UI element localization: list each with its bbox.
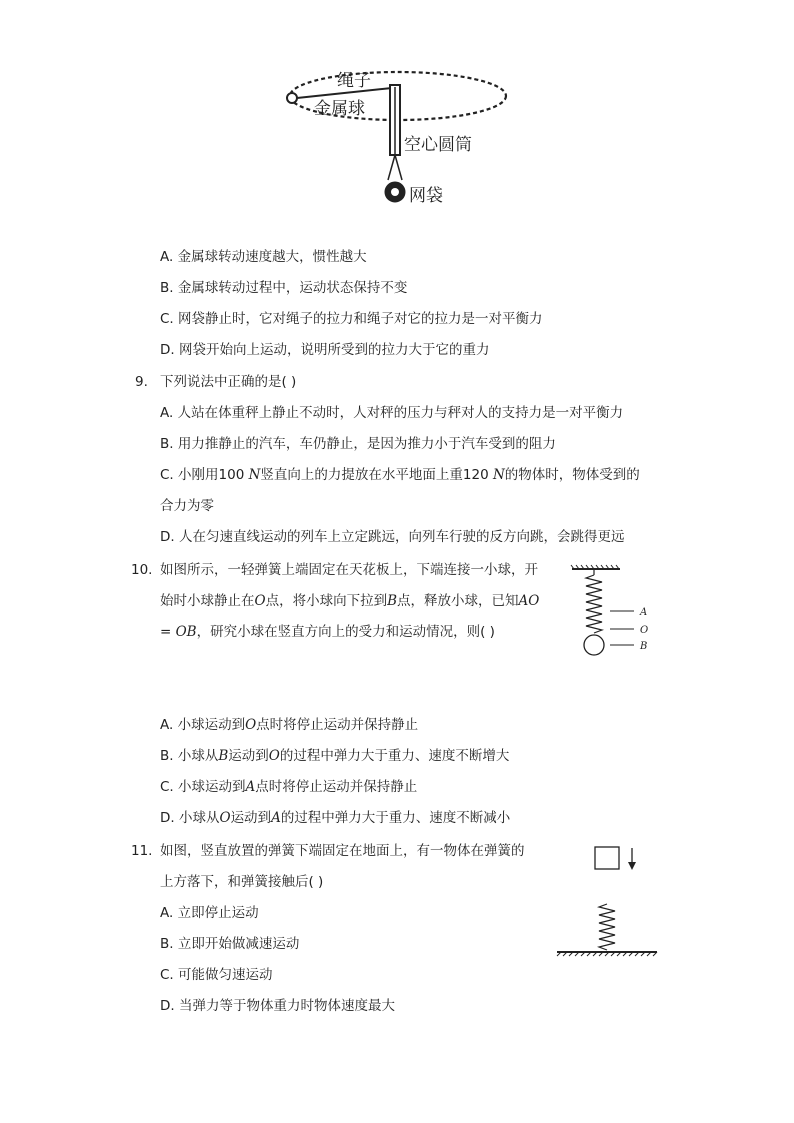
q11-option-c bbox=[160, 965, 273, 985]
option-text: 竖直向上的力提放在水平地面上重120 bbox=[260, 467, 493, 483]
option-text: 可能做匀速运动 bbox=[178, 967, 273, 983]
var: A bbox=[271, 810, 281, 826]
down-arrow-icon bbox=[628, 862, 636, 870]
q11-stem-line1: 如图，竖直放置的弹簧下端固定在地面上，有一物体在弹簧的 bbox=[160, 843, 525, 859]
q8-option-d bbox=[160, 340, 489, 360]
option-letter: B. bbox=[160, 436, 174, 452]
option-letter: A. bbox=[160, 249, 174, 265]
option-text: 小球运动到 bbox=[178, 779, 246, 795]
option-text: 立即开始做减速运动 bbox=[177, 936, 300, 952]
option-text: 网袋开始向上运动，说明所受到的拉力大于它的重力 bbox=[178, 342, 490, 358]
option-letter: A. bbox=[160, 405, 174, 421]
option-text: 小刚用100 bbox=[178, 467, 249, 483]
option-text: 网袋静止时，它对绳子的拉力和绳子对它的拉力是一对平衡力 bbox=[178, 311, 543, 327]
small-ball bbox=[584, 635, 604, 655]
option-letter: A. bbox=[160, 905, 174, 921]
q11-number: 11. bbox=[131, 843, 153, 859]
option-letter: B. bbox=[160, 748, 174, 764]
var: A bbox=[245, 779, 256, 795]
option-text: 运动到 bbox=[230, 810, 272, 826]
q9-number: 9. bbox=[135, 374, 148, 390]
var-o: O bbox=[254, 593, 266, 609]
rotating-ball-figure bbox=[280, 60, 510, 210]
q10-option-a bbox=[160, 715, 418, 735]
option-text: 当弹力等于物体重力时物体速度最大 bbox=[178, 998, 395, 1014]
option-text: 小球从 bbox=[177, 748, 219, 764]
option-text: 点时将停止运动并保持静止 bbox=[256, 717, 419, 733]
net-rope-left bbox=[388, 155, 395, 180]
q10-option-c bbox=[160, 777, 417, 797]
metal-ball bbox=[287, 93, 297, 103]
option-text: 金属球转动速度越大，惯性越大 bbox=[177, 249, 367, 265]
var: B bbox=[218, 748, 229, 764]
option-letter: B. bbox=[160, 280, 174, 296]
option-text: 人站在体重秤上静止不动时，人对秤的压力与秤对人的支持力是一对平衡力 bbox=[177, 405, 624, 421]
option-text: 点时将停止运动并保持静止 bbox=[255, 779, 418, 795]
var: O bbox=[268, 748, 280, 764]
q10-stem-line3 bbox=[160, 622, 495, 642]
q9-option-a bbox=[160, 403, 623, 423]
q9-option-c-cont: 合力为零 bbox=[160, 498, 214, 514]
var: O bbox=[219, 810, 231, 826]
label-tube: 空心圆筒 bbox=[404, 135, 472, 155]
q11-option-d bbox=[160, 996, 395, 1016]
stem-text: = bbox=[160, 624, 176, 640]
option-letter: D. bbox=[160, 342, 175, 358]
ground-spring bbox=[599, 904, 615, 950]
q11-stem-line2: 上方落下，和弹簧接触后( ) bbox=[160, 874, 324, 890]
q10-stem-line1: 如图所示，一轻弹簧上端固定在天花板上，下端连接一小球，开 bbox=[160, 562, 538, 578]
stem-text: 点，释放小球，已知 bbox=[397, 593, 519, 609]
label-net: 网袋 bbox=[409, 186, 443, 206]
option-letter: D. bbox=[160, 810, 175, 826]
q11-option-b bbox=[160, 934, 299, 954]
option-text: 小球运动到 bbox=[177, 717, 246, 733]
option-text: 用力推静止的汽车，车仍静止，是因为推力小于汽车受到的阻力 bbox=[177, 436, 556, 452]
label-b: B bbox=[640, 641, 648, 652]
net-bag-inner bbox=[391, 188, 399, 196]
label-ball: 金属球 bbox=[314, 99, 365, 119]
hanging-spring bbox=[586, 575, 602, 633]
q10-stem-line2 bbox=[160, 591, 539, 611]
option-letter: A. bbox=[160, 717, 174, 733]
net-rope-right bbox=[395, 155, 402, 180]
option-text: 人在匀速直线运动的列车上立定跳远，向列车行驶的反方向跳，会跳得更远 bbox=[178, 529, 625, 545]
q8-option-b bbox=[160, 278, 407, 298]
q9-option-b bbox=[160, 434, 556, 454]
option-text: 运动到 bbox=[228, 748, 269, 764]
falling-block bbox=[595, 847, 619, 869]
option-letter: C. bbox=[160, 311, 174, 327]
option-text: 的过程中弹力大于重力、速度不断增大 bbox=[279, 748, 510, 764]
q10-option-b bbox=[160, 746, 509, 766]
stem-text: 始时小球静止在 bbox=[160, 593, 255, 609]
hanging-spring-figure bbox=[570, 565, 660, 660]
var-ob: OB bbox=[175, 624, 197, 640]
q9-option-c bbox=[160, 465, 640, 485]
option-text: 立即停止运动 bbox=[177, 905, 259, 921]
option-letter: D. bbox=[160, 529, 175, 545]
option-letter: C. bbox=[160, 779, 174, 795]
option-text: 的物体时，物体受到的 bbox=[504, 467, 640, 483]
q9-stem: 下列说法中正确的是( ) bbox=[160, 374, 297, 390]
stem-text: ，研究小球在竖直方向上的受力和运动情况，则( ) bbox=[196, 624, 495, 640]
var-b: B bbox=[387, 593, 397, 609]
q8-option-c bbox=[160, 309, 543, 329]
label-o: O bbox=[640, 625, 649, 636]
option-letter: B. bbox=[160, 936, 174, 952]
option-letter: C. bbox=[160, 467, 174, 483]
unit-newton: N bbox=[248, 467, 261, 483]
option-letter: C. bbox=[160, 967, 174, 983]
stem-text: 点，将小球向下拉到 bbox=[265, 593, 388, 609]
label-a: A bbox=[640, 607, 648, 618]
q10-option-d bbox=[160, 808, 510, 828]
option-text: 金属球转动过程中，运动状态保持不变 bbox=[177, 280, 408, 296]
option-letter: D. bbox=[160, 998, 175, 1014]
q8-option-a bbox=[160, 247, 367, 267]
var-ao: AO bbox=[518, 593, 540, 609]
q10-number: 10. bbox=[131, 562, 153, 578]
unit-newton: N bbox=[492, 467, 505, 483]
var: O bbox=[245, 717, 257, 733]
q11-option-a bbox=[160, 903, 259, 923]
ground-spring-figure bbox=[555, 842, 665, 957]
option-text: 小球从 bbox=[178, 810, 220, 826]
label-rope: 绳子 bbox=[337, 71, 371, 91]
q9-option-d bbox=[160, 527, 624, 547]
option-text: 的过程中弹力大于重力、速度不断减小 bbox=[280, 810, 511, 826]
